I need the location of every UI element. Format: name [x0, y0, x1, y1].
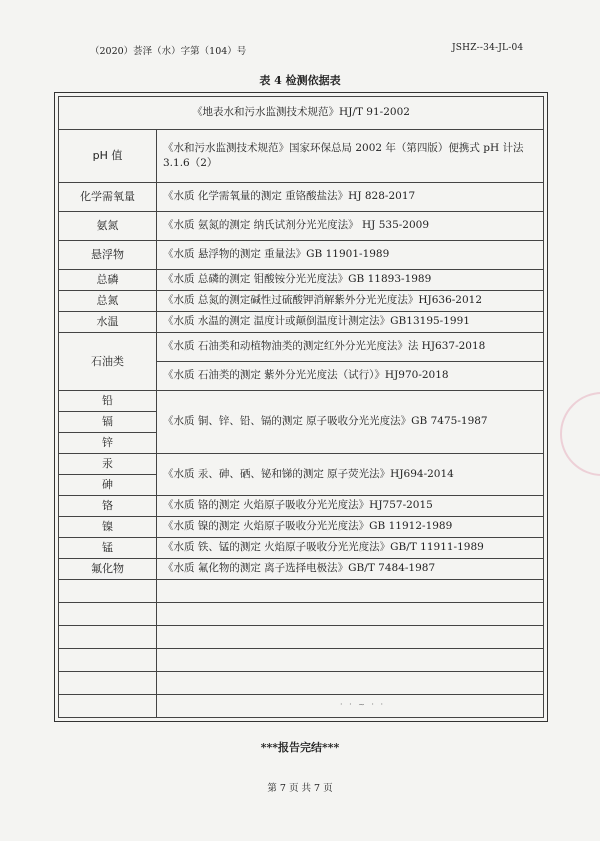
empty-row: [59, 626, 544, 649]
method-cell: 《水质 氟化物的测定 离子选择电极法》GB/T 7484-1987: [157, 559, 544, 580]
method-cell: 《水质 水温的测定 温度计或颠倒温度计测定法》GB13195-1991: [157, 312, 544, 333]
method-cell: 《水质 氨氮的测定 纳氏试剂分光光度法》 HJ 535-2009: [157, 212, 544, 241]
method-cell: 《水质 总氮的测定碱性过硫酸钾消解紫外分光光度法》HJ636-2012: [157, 291, 544, 312]
item-cell: 镉: [59, 412, 157, 433]
table-row: [59, 270, 544, 291]
method-table-frame: [54, 92, 548, 722]
stamp-seal-partial: [560, 392, 600, 476]
item-cell: 汞: [59, 454, 157, 475]
item-cell: 氟化物: [59, 559, 157, 580]
form-code: JSHZ--34-JL-04: [452, 43, 524, 53]
item-cell: 总氮: [59, 291, 157, 312]
method-cell: 《水质 石油类的测定 紫外分光光度法（试行）》HJ970-2018: [157, 362, 544, 391]
empty-row: [59, 695, 544, 718]
page-number: 第 7 页 共 7 页: [267, 783, 333, 794]
table-row: [59, 454, 544, 475]
method-cell: 《水质 总磷的测定 钼酸铵分光光度法》GB 11893-1989: [157, 270, 544, 291]
table-row: [59, 517, 544, 538]
table-row: [59, 130, 544, 183]
method-cell: 《水质 化学需氧量的测定 重铬酸盐法》HJ 828-2017: [157, 183, 544, 212]
table-row: [59, 496, 544, 517]
method-cell: 《水质 石油类和动植物油类的测定红外分光光度法》法 HJ637-2018: [157, 333, 544, 362]
scan-marks: · · ~ · ·: [340, 700, 386, 709]
item-cell: 镍: [59, 517, 157, 538]
table-row: [59, 391, 544, 412]
table-row: [59, 312, 544, 333]
method-table: [58, 96, 544, 718]
table-title: 表 4 检测依据表: [259, 74, 341, 87]
item-cell: 锰: [59, 538, 157, 559]
table-row: [59, 241, 544, 270]
method-cell: 《水质 铜、锌、铅、镉的测定 原子吸收分光光度法》GB 7475-1987: [157, 391, 544, 454]
item-cell: 铬: [59, 496, 157, 517]
document-number: （2020）荟泽（水）字第（104）号: [90, 46, 247, 57]
empty-row: [59, 672, 544, 695]
item-cell: 总磷: [59, 270, 157, 291]
item-cell: 氨氮: [59, 212, 157, 241]
method-cell: 《水质 镍的测定 火焰原子吸收分光光度法》GB 11912-1989: [157, 517, 544, 538]
item-cell: pH 值: [59, 130, 157, 183]
item-cell: 石油类: [59, 333, 157, 391]
table-row: [59, 212, 544, 241]
item-cell: 铅: [59, 391, 157, 412]
item-cell: 锌: [59, 433, 157, 454]
general-standard-cell: 《地表水和污水监测技术规范》HJ/T 91-2002: [59, 97, 544, 130]
table-row: [59, 97, 544, 130]
empty-row: [59, 603, 544, 626]
method-cell: 《水质 铁、锰的测定 火焰原子吸收分光光度法》GB/T 11911-1989: [157, 538, 544, 559]
item-cell: 化学需氧量: [59, 183, 157, 212]
method-cell: 《水质 悬浮物的测定 重量法》GB 11901-1989: [157, 241, 544, 270]
table-row: [59, 183, 544, 212]
table-row: [59, 291, 544, 312]
item-cell: 悬浮物: [59, 241, 157, 270]
item-cell: 水温: [59, 312, 157, 333]
method-cell: 《水质 铬的测定 火焰原子吸收分光光度法》HJ757-2015: [157, 496, 544, 517]
method-cell: 《水和污水监测技术规范》国家环保总局 2002 年（第四版）便携式 pH 计法 3.1.6（2）: [157, 130, 544, 183]
table-row: [59, 333, 544, 362]
report-end-note: ***报告完结***: [260, 741, 340, 754]
empty-row: [59, 580, 544, 603]
table-row: [59, 559, 544, 580]
item-cell: 砷: [59, 475, 157, 496]
empty-row: [59, 649, 544, 672]
method-cell: 《水质 汞、砷、硒、铋和锑的测定 原子荧光法》HJ694-2014: [157, 454, 544, 496]
table-row: [59, 538, 544, 559]
